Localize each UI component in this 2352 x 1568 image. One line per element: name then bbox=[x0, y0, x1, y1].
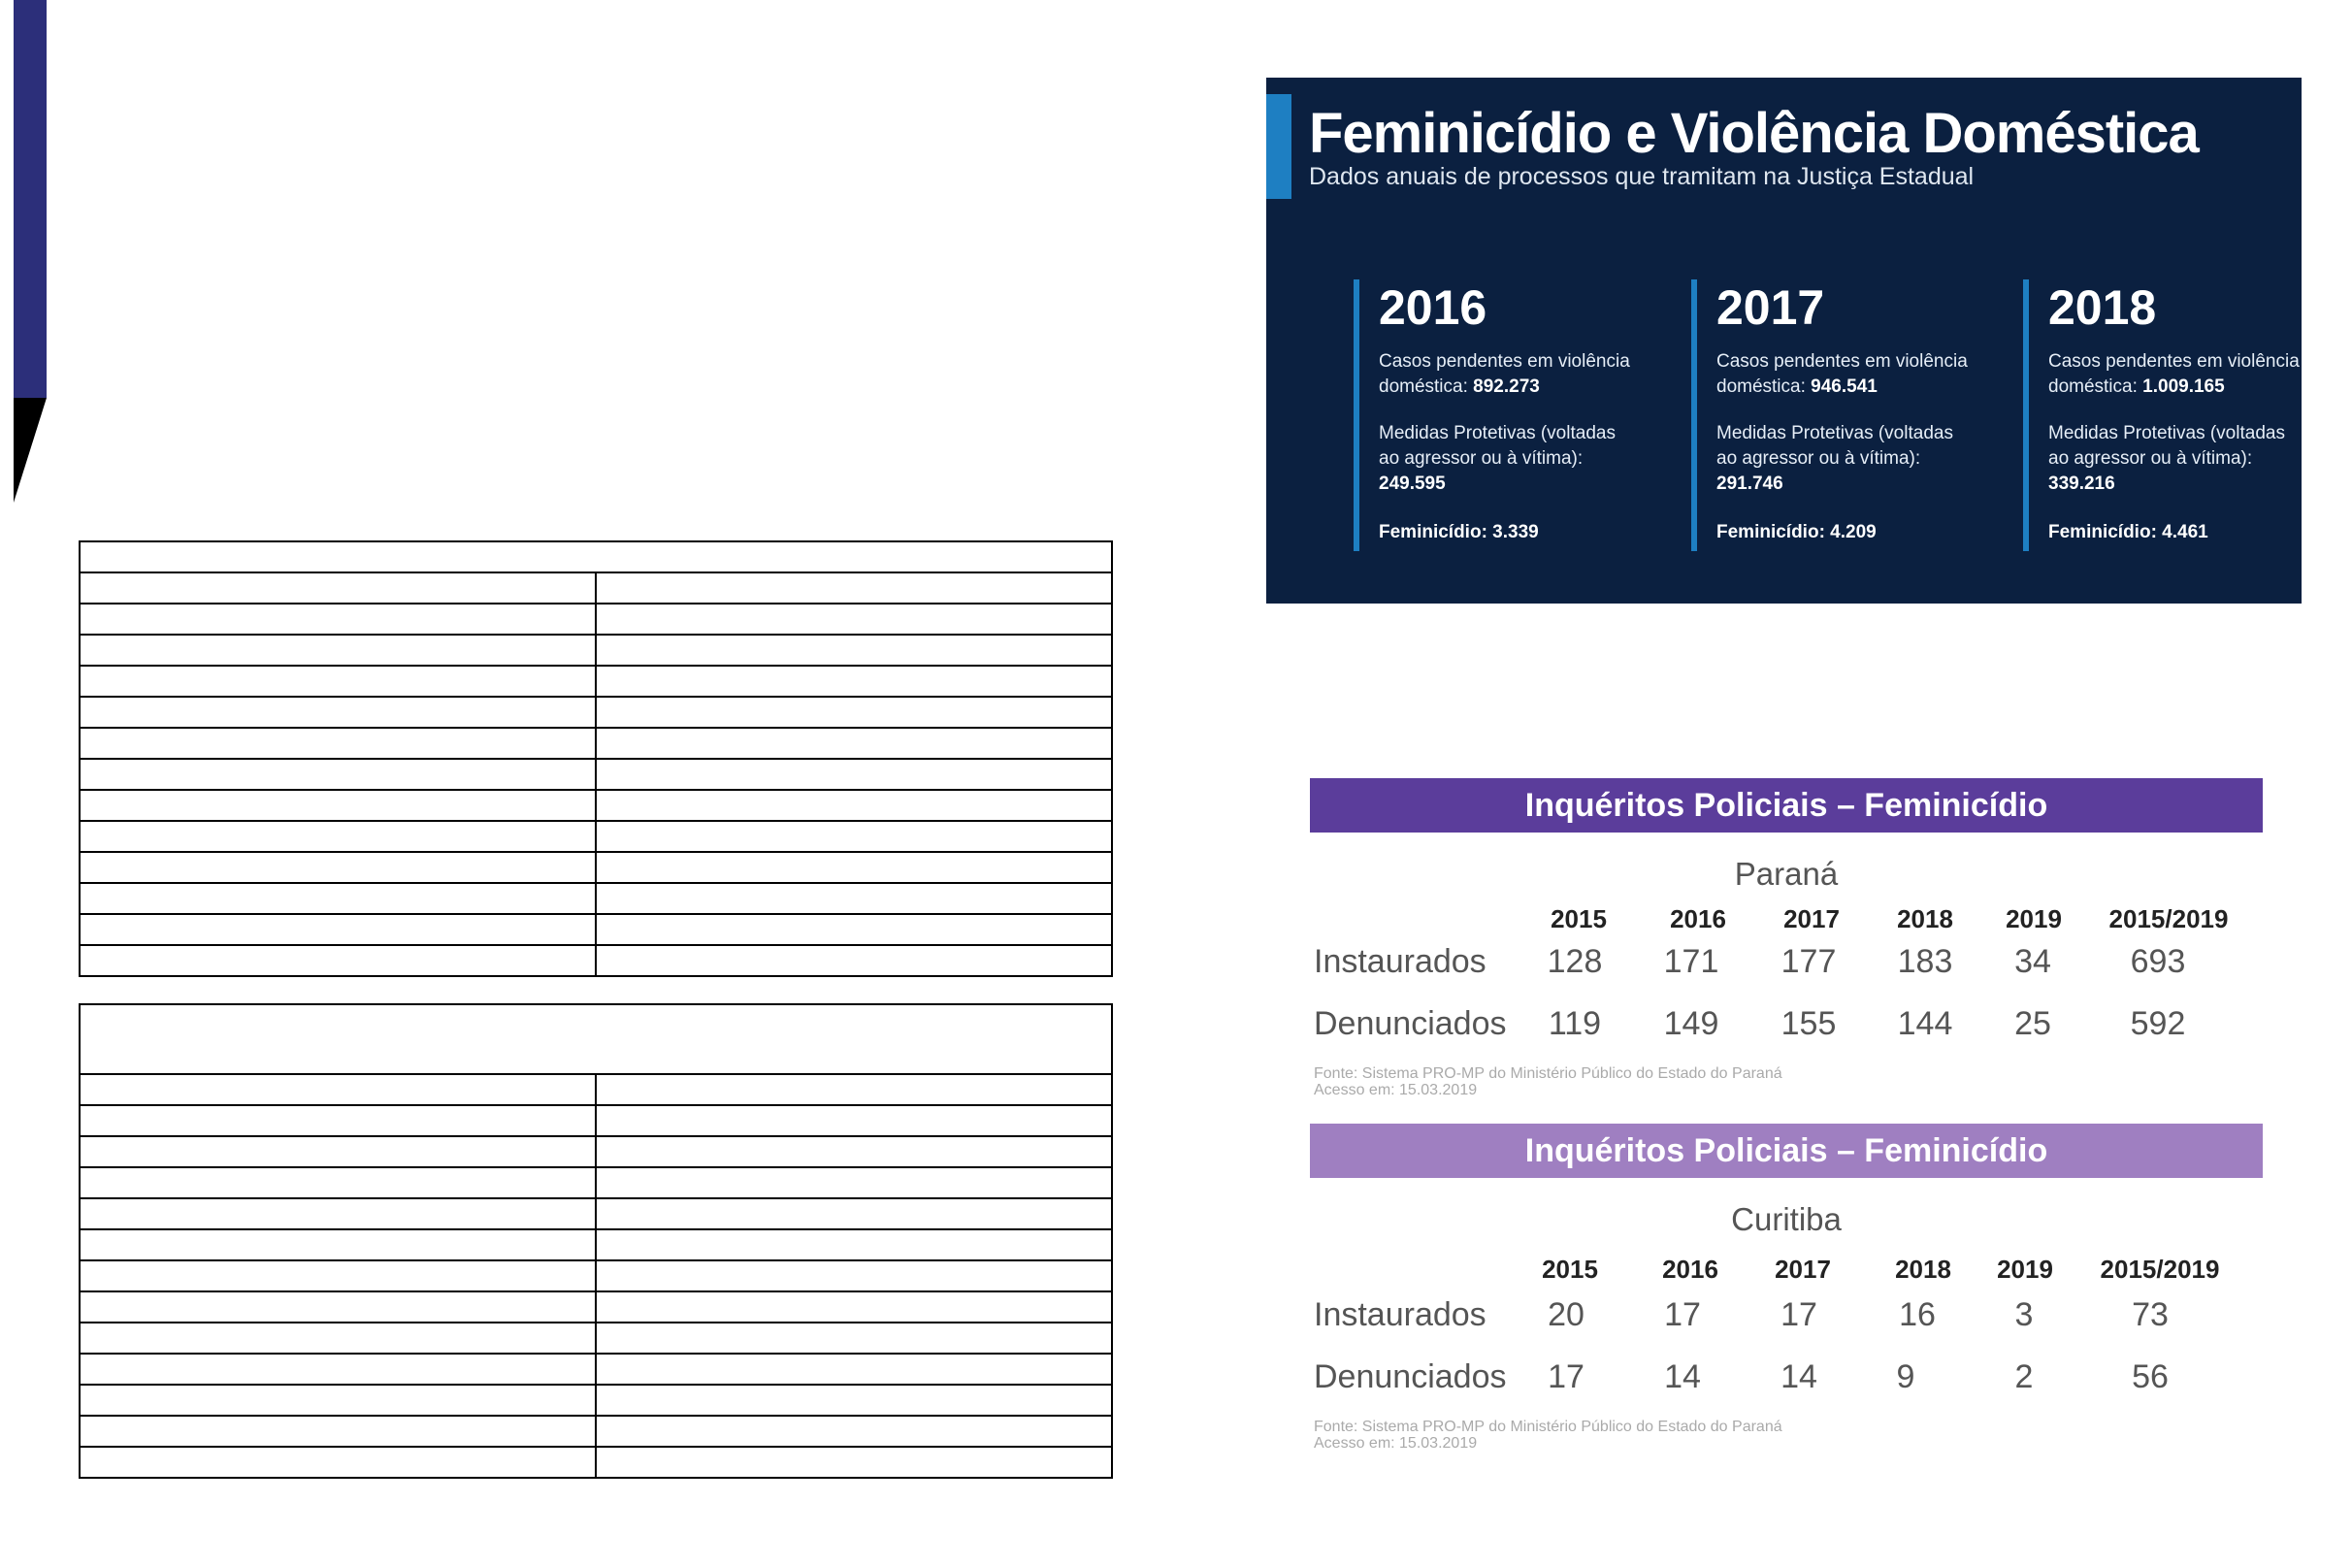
row-value: 9 bbox=[1896, 1358, 1915, 1395]
table-cell bbox=[596, 728, 1112, 759]
table-cell bbox=[80, 666, 596, 697]
table-cell bbox=[596, 1074, 1112, 1105]
table-cell bbox=[80, 883, 596, 914]
table-cell bbox=[80, 1198, 596, 1229]
table-cell bbox=[596, 1354, 1112, 1385]
table-cell bbox=[596, 666, 1112, 697]
row-value: 20 bbox=[1548, 1296, 1584, 1333]
table-cell bbox=[596, 914, 1112, 945]
table-header-cell bbox=[80, 1004, 1112, 1074]
year-header: 2018 bbox=[1895, 1255, 1951, 1284]
table-cell bbox=[80, 759, 596, 790]
table-row bbox=[80, 1074, 1112, 1105]
table-cell bbox=[596, 821, 1112, 852]
row-value: 3 bbox=[2014, 1296, 2034, 1333]
table-cell bbox=[80, 1167, 596, 1198]
table-row bbox=[80, 1229, 1112, 1260]
parana-banner: Inquéritos Policiais – Feminicídio bbox=[1310, 778, 2263, 833]
table-row bbox=[80, 1354, 1112, 1385]
row-value: 128 bbox=[1547, 943, 1603, 980]
table-cell bbox=[80, 821, 596, 852]
row-value: 119 bbox=[1548, 1005, 1602, 1042]
table-cell bbox=[80, 1354, 596, 1385]
row-value: 73 bbox=[2132, 1296, 2169, 1333]
row-value: 149 bbox=[1663, 1005, 1719, 1042]
table-row bbox=[80, 821, 1112, 852]
table-cell bbox=[596, 945, 1112, 976]
table-row bbox=[80, 1416, 1112, 1447]
year-label: 2018 bbox=[2048, 280, 2157, 335]
table-row bbox=[80, 914, 1112, 945]
row-label: Instaurados bbox=[1314, 943, 1486, 980]
protective-measures: Medidas Protetivas (voltadas ao agressor ou à vítima): 339.216 bbox=[2048, 423, 2285, 494]
row-value: 693 bbox=[2130, 943, 2186, 980]
table-row bbox=[80, 759, 1112, 790]
table-row bbox=[80, 852, 1112, 883]
table-cell bbox=[80, 945, 596, 976]
table-cell bbox=[80, 635, 596, 666]
table-row bbox=[80, 666, 1112, 697]
table-cell bbox=[596, 1323, 1112, 1354]
table-row bbox=[80, 1105, 1112, 1136]
table-cell bbox=[80, 1074, 596, 1105]
row-value: 144 bbox=[1897, 1005, 1953, 1042]
table-row bbox=[80, 945, 1112, 976]
table-cell bbox=[596, 1416, 1112, 1447]
table-cell bbox=[80, 790, 596, 821]
row-value: 171 bbox=[1663, 943, 1719, 980]
table-cell bbox=[80, 914, 596, 945]
table-cell bbox=[80, 1416, 596, 1447]
accent-bar bbox=[14, 0, 47, 398]
table-cell bbox=[596, 1136, 1112, 1167]
year-label: 2017 bbox=[1716, 280, 1825, 335]
year-header: 2015/2019 bbox=[2100, 1255, 2220, 1284]
row-label: Denunciados bbox=[1314, 1358, 1507, 1395]
year-divider bbox=[1691, 279, 1697, 551]
infographic-subtitle: Dados anuais de processos que tramitam na Justiça Estadual bbox=[1309, 163, 1975, 190]
parana-block bbox=[1310, 778, 2263, 1098]
feminicide-count: Feminicídio: 4.209 bbox=[1716, 522, 1877, 542]
table-row bbox=[80, 1323, 1112, 1354]
pending-cases: Casos pendentes em violência doméstica: 946.541 bbox=[1716, 351, 1968, 397]
empty-table-bottom bbox=[79, 1003, 1113, 1479]
year-header: 2015 bbox=[1542, 1255, 1598, 1284]
table-cell bbox=[596, 635, 1112, 666]
table-cell bbox=[80, 852, 596, 883]
source-note: Fonte: Sistema PRO-MP do Ministério Público do Estado do Paraná Acesso em: 15.03.2019 bbox=[1314, 1419, 1782, 1452]
table-cell bbox=[596, 1291, 1112, 1323]
region-title: Paraná bbox=[1734, 856, 1839, 892]
table-cell bbox=[596, 1447, 1112, 1478]
year-header: 2016 bbox=[1662, 1255, 1718, 1284]
table-cell bbox=[80, 728, 596, 759]
pending-cases: Casos pendentes em violência doméstica: 1.009.165 bbox=[2048, 351, 2300, 397]
year-header: 2019 bbox=[2006, 904, 2062, 933]
table-cell bbox=[596, 1229, 1112, 1260]
row-value: 155 bbox=[1780, 1005, 1837, 1042]
table-cell bbox=[596, 759, 1112, 790]
row-value: 25 bbox=[2014, 1005, 2051, 1042]
protective-measures: Medidas Protetivas (voltadas ao agressor ou à vítima): 249.595 bbox=[1379, 423, 1616, 494]
table-cell bbox=[80, 1260, 596, 1291]
table-cell bbox=[596, 883, 1112, 914]
table-row bbox=[80, 604, 1112, 635]
table-cell bbox=[596, 1385, 1112, 1416]
table-cell bbox=[596, 1260, 1112, 1291]
row-value: 56 bbox=[2132, 1358, 2169, 1395]
table-row bbox=[80, 790, 1112, 821]
source-note: Fonte: Sistema PRO-MP do Ministério Público do Estado do Paraná Acesso em: 15.03.2019 bbox=[1314, 1065, 1782, 1098]
table-row bbox=[80, 1198, 1112, 1229]
year-header: 2018 bbox=[1897, 904, 1953, 933]
year-header: 2017 bbox=[1775, 1255, 1831, 1284]
table-cell bbox=[596, 604, 1112, 635]
table-cell bbox=[596, 572, 1112, 604]
feminicide-count: Feminicídio: 4.461 bbox=[2048, 522, 2208, 542]
table-row bbox=[80, 1291, 1112, 1323]
table-row bbox=[80, 1167, 1112, 1198]
curitiba-banner: Inquéritos Policiais – Feminicídio bbox=[1310, 1124, 2263, 1178]
feminicide-count: Feminicídio: 3.339 bbox=[1379, 522, 1539, 542]
table-row bbox=[80, 635, 1112, 666]
row-value: 16 bbox=[1899, 1296, 1936, 1333]
table-cell bbox=[80, 1385, 596, 1416]
protective-measures: Medidas Protetivas (voltadas ao agressor ou à vítima): 291.746 bbox=[1716, 423, 1953, 494]
table-cell bbox=[80, 1105, 596, 1136]
region-title: Curitiba bbox=[1731, 1201, 1842, 1237]
year-divider bbox=[1354, 279, 1359, 551]
row-label: Instaurados bbox=[1314, 1296, 1486, 1333]
table-cell bbox=[80, 1229, 596, 1260]
table-cell bbox=[80, 1136, 596, 1167]
table-cell bbox=[80, 1323, 596, 1354]
empty-table-top bbox=[79, 540, 1113, 977]
table-row bbox=[80, 572, 1112, 604]
accent-shadow bbox=[14, 398, 47, 503]
row-value: 2 bbox=[2014, 1358, 2034, 1395]
year-header: 2015/2019 bbox=[2108, 904, 2229, 933]
table-row bbox=[80, 1385, 1112, 1416]
table-cell bbox=[596, 1167, 1112, 1198]
row-label: Denunciados bbox=[1314, 1005, 1507, 1042]
table-header-cell bbox=[80, 541, 1112, 572]
pending-cases: Casos pendentes em violência doméstica: 892.273 bbox=[1379, 351, 1630, 397]
table-row bbox=[80, 883, 1112, 914]
table-cell bbox=[80, 1447, 596, 1478]
title-accent bbox=[1266, 94, 1291, 199]
row-value: 17 bbox=[1664, 1296, 1701, 1333]
row-value: 183 bbox=[1897, 943, 1953, 980]
table-cell bbox=[596, 1198, 1112, 1229]
row-value: 17 bbox=[1780, 1296, 1817, 1333]
table-row bbox=[80, 1447, 1112, 1478]
row-value: 592 bbox=[2130, 1005, 2186, 1042]
infographic-title: Feminicídio e Violência Doméstica bbox=[1309, 102, 2199, 165]
year-label: 2016 bbox=[1379, 280, 1487, 335]
year-header: 2016 bbox=[1670, 904, 1726, 933]
row-value: 34 bbox=[2014, 943, 2051, 980]
table-row bbox=[80, 728, 1112, 759]
infographic-panel bbox=[1266, 78, 2302, 604]
table-row bbox=[80, 697, 1112, 728]
table-row bbox=[80, 1136, 1112, 1167]
table-cell bbox=[596, 1105, 1112, 1136]
year-header: 2015 bbox=[1551, 904, 1607, 933]
row-value: 14 bbox=[1780, 1358, 1817, 1395]
row-value: 14 bbox=[1664, 1358, 1701, 1395]
table-cell bbox=[80, 1291, 596, 1323]
table-cell bbox=[80, 572, 596, 604]
year-header: 2017 bbox=[1783, 904, 1840, 933]
table-cell bbox=[80, 697, 596, 728]
year-header: 2019 bbox=[1997, 1255, 2053, 1284]
table-cell bbox=[596, 697, 1112, 728]
table-cell bbox=[80, 604, 596, 635]
row-value: 177 bbox=[1780, 943, 1837, 980]
table-cell bbox=[596, 790, 1112, 821]
table-cell bbox=[596, 852, 1112, 883]
table-row bbox=[80, 1260, 1112, 1291]
curitiba-block bbox=[1310, 1124, 2263, 1452]
year-divider bbox=[2023, 279, 2029, 551]
row-value: 17 bbox=[1548, 1358, 1584, 1395]
